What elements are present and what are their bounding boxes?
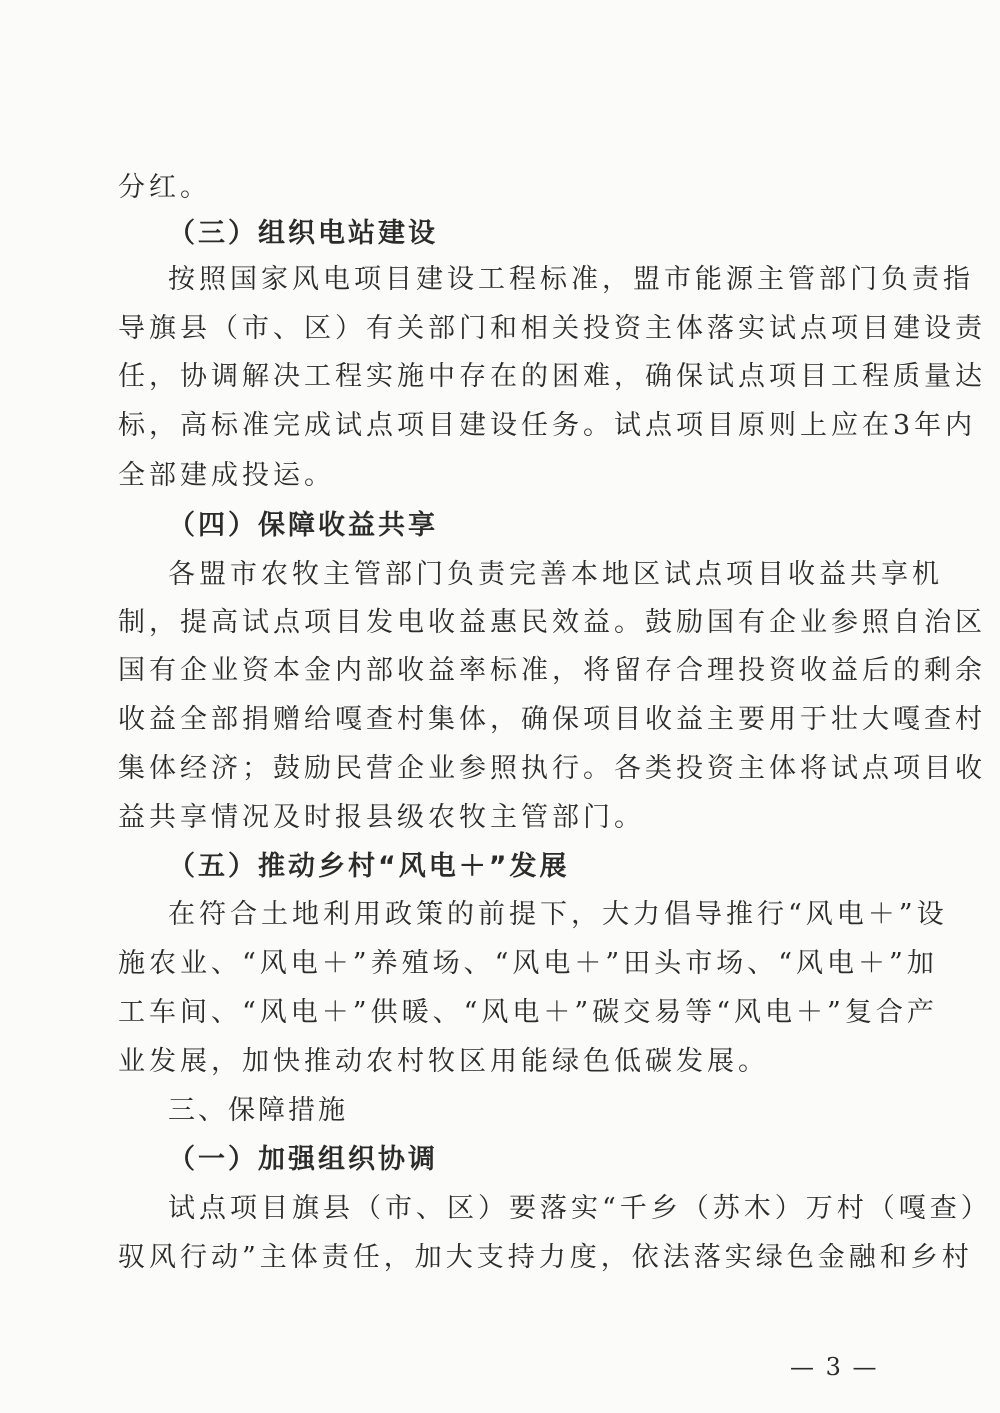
heading-revenue-sharing: （四）保障收益共享 — [168, 510, 438, 541]
paragraph-line: 试点项目旗县（市、区）要落实“千乡（苏木）万村（嘎查） — [168, 1193, 992, 1224]
paragraph-line: 任，协调解决工程实施中存在的困难，确保试点项目工程质量达 — [118, 361, 986, 392]
paragraph-line: 导旗县（市、区）有关部门和相关投资主体落实试点项目建设责 — [118, 313, 986, 344]
page-number: — 3 — — [790, 1353, 879, 1381]
paragraph-line: 工车间、“风电＋”供暖、“风电＋”碳交易等“风电＋”复合产 — [118, 997, 938, 1028]
heading-organize-construction: （三）组织电站建设 — [168, 218, 438, 249]
paragraph-line: 在符合土地利用政策的前提下，大力倡导推行“风电＋”设 — [168, 899, 948, 930]
paragraph-line: 按照国家风电项目建设工程标准，盟市能源主管部门负责指 — [168, 264, 974, 295]
paragraph-line: 制，提高试点项目发电收益惠民效益。鼓励国有企业参照自治区 — [118, 607, 986, 638]
heading-wind-plus: （五）推动乡村“风电＋”发展 — [168, 851, 570, 882]
paragraph-line: 益共享情况及时报县级农牧主管部门。 — [118, 802, 645, 833]
paragraph-line: 收益全部捐赠给嘎查村集体，确保项目收益主要用于壮大嘎查村 — [118, 704, 986, 735]
paragraph-line: 标，高标准完成试点项目建设任务。试点项目原则上应在3年内 — [118, 410, 977, 441]
paragraph-line: 驭风行动”主体责任，加大支持力度，依法落实绿色金融和乡村 — [118, 1242, 973, 1273]
paragraph-line: 施农业、“风电＋”养殖场、“风电＋”田头市场、“风电＋”加 — [118, 948, 938, 979]
paragraph-line: 全部建成投运。 — [118, 460, 335, 491]
paragraph-line: 集体经济；鼓励民营企业参照执行。各类投资主体将试点项目收 — [118, 753, 986, 784]
paragraph-line: 国有企业资本金内部收益率标准，将留存合理投资收益后的剩余 — [118, 655, 986, 686]
heading-coordination: （一）加强组织协调 — [168, 1144, 438, 1175]
paragraph-line: 业发展，加快推动农村牧区用能绿色低碳发展。 — [118, 1046, 769, 1077]
section-title-safeguards: 三、保障措施 — [168, 1095, 348, 1126]
paragraph-line: 各盟市农牧主管部门负责完善本地区试点项目收益共享机 — [168, 559, 943, 590]
paragraph-line: 分红。 — [118, 172, 211, 203]
